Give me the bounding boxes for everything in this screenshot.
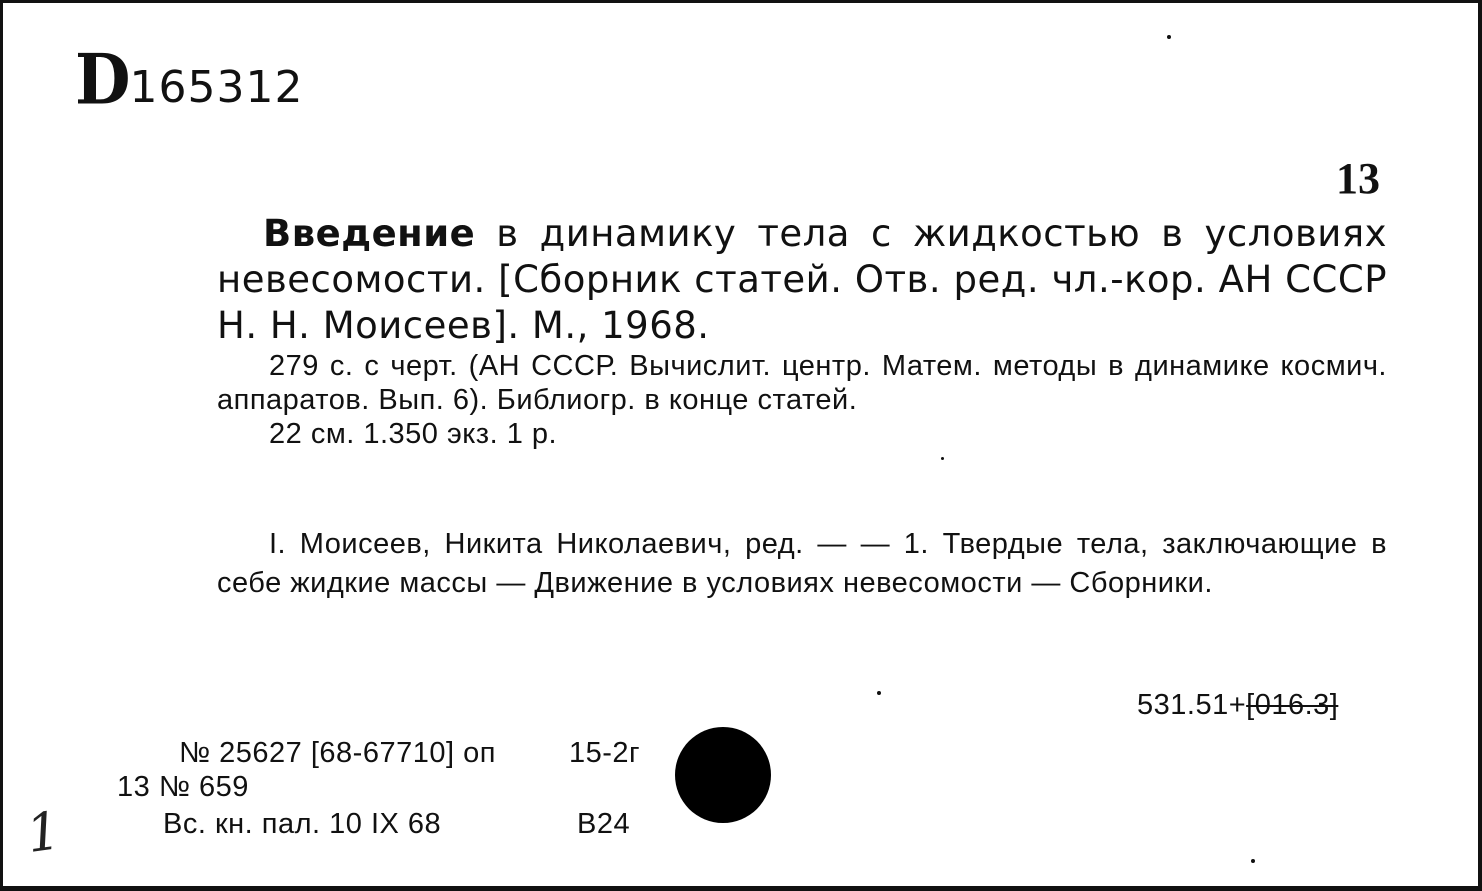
udc-main: 531.51+: [1137, 689, 1247, 721]
meta-line-1-right: 15-2г: [569, 737, 641, 769]
tracings-text: I. Моисеев, Никита Николаевич, ред. — — 1. Твердые тела, заключающие в себе жидкие массы — Движение в условиях невесомости — Сборники.: [217, 528, 1387, 599]
description-text: 279 с. с черт. (АН СССР. Вычислит. центр. Матем. методы в динамике космич. аппаратов. Вып. 6). Библиогр. в конце статей.: [217, 350, 1387, 416]
card-number: 13: [1336, 154, 1380, 203]
speck: [1167, 35, 1171, 39]
stamp-number: 165312: [129, 62, 304, 113]
meta-line-1-left: № 25627 [68-67710] оп: [179, 737, 496, 769]
black-dot-mark: [675, 727, 771, 823]
udc-struck: [016.3]: [1246, 689, 1339, 721]
speck: [1251, 859, 1255, 863]
speck: [877, 691, 881, 695]
meta-line-3-left: Вс. кн. пал. 10 IX 68: [163, 808, 442, 840]
speck: [941, 457, 944, 460]
subject-tracings: [217, 525, 1387, 603]
physical-description: [217, 349, 1387, 451]
title-lead-word: Введение: [263, 212, 476, 255]
inventory-stamp: [75, 40, 304, 121]
title-statement: [217, 211, 1387, 349]
meta-line-2: 13 № 659: [117, 771, 249, 803]
udc-classification: [1137, 689, 1338, 722]
meta-line-3-right: В24: [577, 808, 631, 840]
title-rest: в динамику тела с жидкостью в условиях невесомости. [Сборник статей. Отв. ред. чл.-кор. АН СССР Н. Н. Моисеев]. М., 1968.: [217, 212, 1387, 347]
stamp-letter: D: [75, 40, 132, 121]
handwritten-mark: 1: [22, 800, 65, 866]
description-size-copies-price: 22 см. 1.350 экз. 1 р.: [269, 418, 558, 450]
